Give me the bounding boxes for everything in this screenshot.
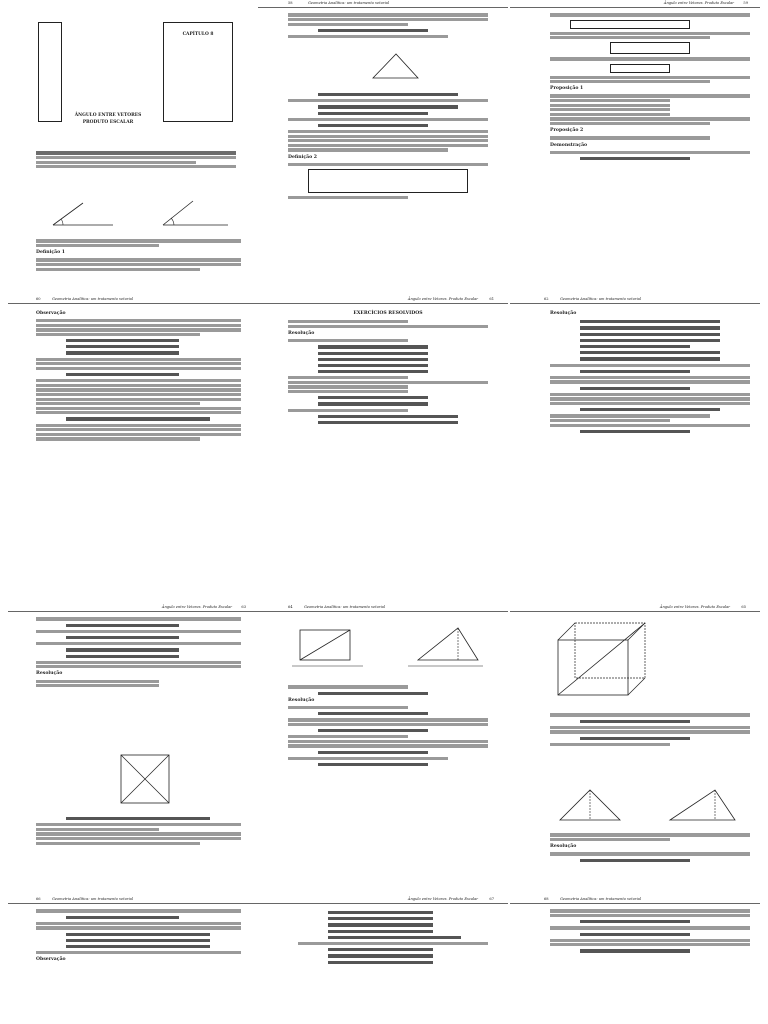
- page-12-body: [550, 908, 750, 956]
- page-3: [510, 0, 760, 290]
- running-title: Ângulo entre Vetores. Produto Escalar: [407, 897, 478, 901]
- page-4: [8, 296, 258, 596]
- running-title: Geometria Analítica: um tratamento vetorial: [308, 1, 390, 5]
- page-7-body: [36, 616, 241, 689]
- page-9: [510, 604, 760, 894]
- page-7-body-2: [36, 814, 241, 846]
- page-number: 61: [489, 297, 494, 301]
- triangle-projection-figures: [550, 782, 750, 827]
- page-number: 67: [489, 897, 494, 901]
- page-number: 68: [544, 897, 549, 901]
- page-7: [8, 604, 258, 894]
- page-11: [258, 896, 508, 1024]
- page-7-header: [8, 604, 258, 612]
- page-9-header: [510, 604, 760, 612]
- running-title: Geometria Analítica: um tratamento vetorial: [560, 897, 642, 901]
- page-5: [258, 296, 508, 596]
- triangle-figure: [368, 50, 428, 82]
- page-5-header: [258, 296, 508, 304]
- page-3-heading-3: Demonstração: [550, 142, 588, 148]
- page-10: [8, 896, 258, 1024]
- page-8-body: [288, 684, 488, 769]
- parallelepiped-figure: [550, 618, 660, 703]
- page-4-heading: Observação: [36, 311, 66, 316]
- page-2-header: [258, 0, 508, 8]
- page-5-body: [288, 308, 488, 427]
- page-4-header: [8, 296, 258, 304]
- page-7-heading: Resolução: [36, 671, 63, 677]
- running-title: Geometria Analítica: um tratamento vetorial: [304, 605, 386, 609]
- page-3-heading-2: Proposição 2: [550, 128, 584, 134]
- page-number: 59: [743, 1, 748, 5]
- page-number: 66: [36, 897, 41, 901]
- page-2-body: [288, 12, 488, 40]
- page-2: [258, 0, 508, 290]
- chapter-title-1: ÂNGULO ENTRE VETORES: [74, 113, 142, 118]
- page-2-heading: Definição 2: [288, 154, 317, 160]
- page-3-heading: Proposição 1: [550, 86, 584, 92]
- chapter-label: CAPÍTULO 8: [182, 32, 214, 37]
- page-6-heading: Resolução: [550, 311, 577, 316]
- running-title: Ângulo entre Vetores. Produto Escalar: [659, 605, 730, 609]
- chapter-title-2: PRODUTO ESCALAR: [82, 120, 134, 125]
- page-number: 60: [36, 297, 41, 301]
- page-6-header: [510, 296, 760, 304]
- page-number: 58: [288, 1, 293, 5]
- running-title: Geometria Analítica: um tratamento vetorial: [52, 297, 134, 301]
- chapter-left-bar: [38, 22, 62, 122]
- page-9-body-2: [550, 832, 750, 865]
- page-10-header: [8, 896, 258, 904]
- page-10-body: [36, 908, 241, 965]
- page-11-body: [298, 908, 488, 967]
- running-title: Geometria Analítica: um tratamento vetorial: [560, 297, 642, 301]
- angle-figures: [48, 195, 238, 230]
- page-8-heading: Resolução: [288, 697, 315, 703]
- page-6-body: [550, 308, 750, 436]
- page-3-body: [550, 12, 750, 163]
- page-number: 64: [288, 605, 293, 609]
- page-3-header: [510, 0, 760, 8]
- square-figure: [118, 752, 173, 807]
- vector-projection-figures: [288, 618, 488, 673]
- page-10-heading: Observação: [36, 957, 66, 963]
- page-12-header: [510, 896, 760, 904]
- page-9-body: [550, 712, 750, 747]
- page-4-body: [36, 308, 241, 442]
- page-9-heading: Resolução: [550, 844, 577, 850]
- page-1-heading: Definição 1: [36, 250, 65, 256]
- page-6: [510, 296, 760, 596]
- running-title: Ângulo entre Vetores. Produto Escalar: [663, 1, 734, 5]
- page-1-body: [36, 150, 236, 170]
- running-title: Ângulo entre Vetores. Produto Escalar: [161, 605, 232, 609]
- page-11-header: [258, 896, 508, 904]
- page-1-body-2: [36, 238, 241, 272]
- page-1: [8, 0, 258, 290]
- page-2-body-2: [288, 90, 488, 201]
- page-12: [510, 896, 760, 1024]
- page-8: [258, 604, 508, 894]
- page-5-heading: EXERCÍCIOS RESOLVIDOS: [353, 311, 423, 316]
- definition-box: [308, 169, 468, 193]
- page-8-header: [258, 604, 508, 612]
- running-title: Geometria Analítica: um tratamento vetorial: [52, 897, 134, 901]
- page-5-heading-2: Resolução: [288, 330, 315, 336]
- running-title: Ângulo entre Vetores. Produto Escalar: [407, 297, 478, 301]
- page-number: 63: [241, 605, 246, 609]
- page-number: 65: [741, 605, 746, 609]
- page-number: 62: [544, 297, 549, 301]
